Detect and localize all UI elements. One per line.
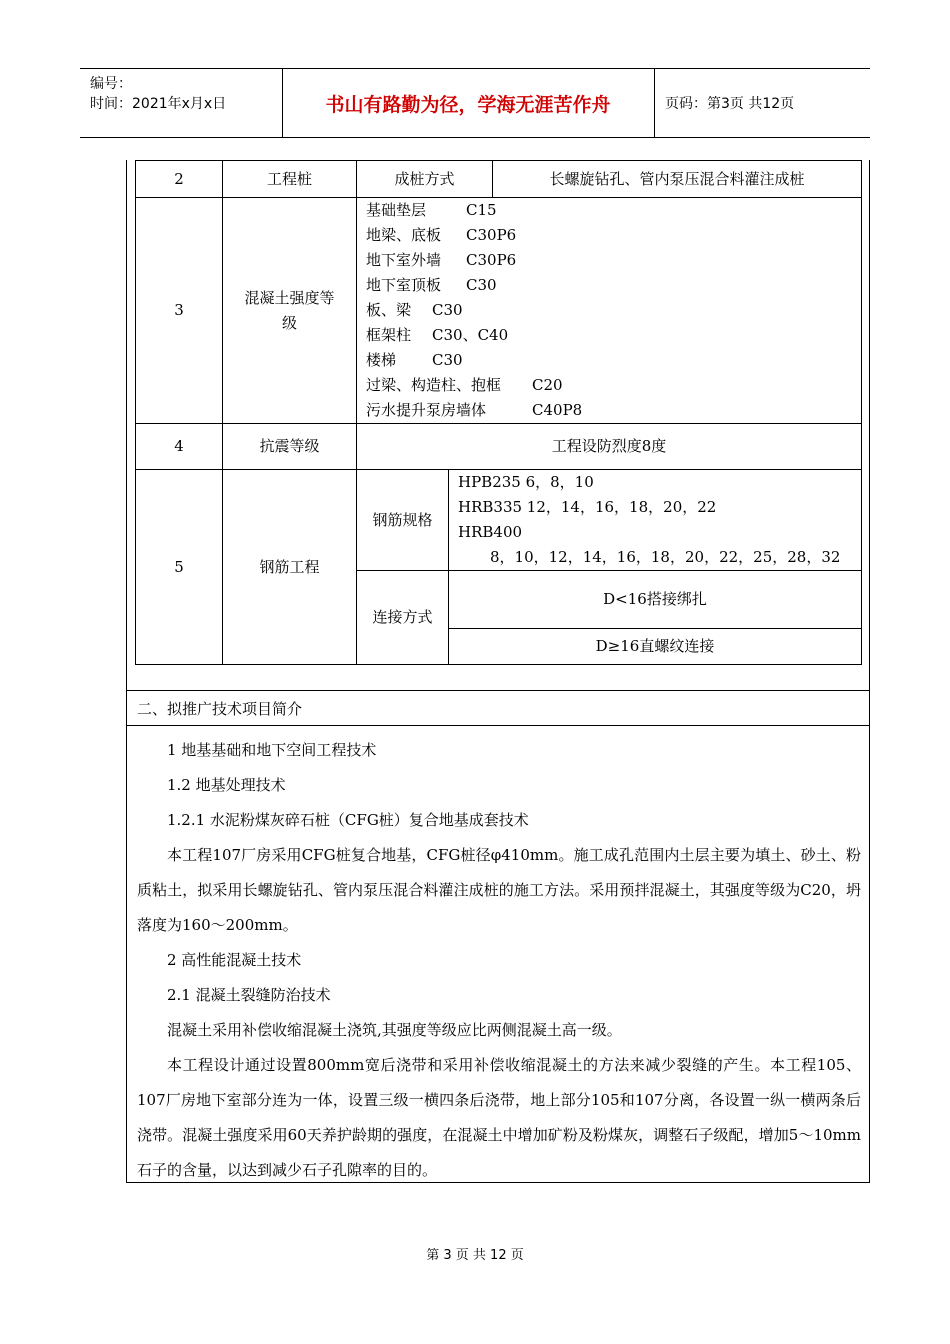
paragraph: 2.1 混凝土裂缝防治技术 <box>167 986 331 1004</box>
grade-value: C30、C40 <box>432 326 509 344</box>
grade-part: 板、梁 <box>366 301 412 319</box>
row-item: 钢筋工程 <box>223 470 357 665</box>
paragraph: 本工程107厂房采用CFG桩复合地基，CFG桩径φ410mm。施工成孔范围内土层主要为填土、砂土、粉质粘土，拟采用长螺旋钻孔、管内泵压混合料灌注成桩的施工方法。采用预拌混凝土，其强度等级为C20，坍落度为160～200mm。 <box>137 846 861 934</box>
grade-line <box>366 373 861 398</box>
grade-value: C40P8 <box>532 401 583 419</box>
row-item: 抗震等级 <box>223 424 357 470</box>
table-row <box>136 470 862 571</box>
grade-value: C30 <box>432 351 463 369</box>
rebar-spec-line: HRB400 <box>458 523 523 541</box>
rebar-spec-line: HRB335 12，14，16，18，20，22 <box>458 498 717 516</box>
header-page-info: 页码：第3页 共12页 <box>665 96 795 112</box>
code-label: 编号： <box>90 76 132 92</box>
row-number: 3 <box>136 198 223 424</box>
rebar-spec-label: 钢筋规格 <box>357 470 449 571</box>
rebar-spec-line: 8，10，12，14，16，18，20，22，25，28，32 <box>490 548 841 566</box>
table-row <box>136 198 862 424</box>
grade-value: C20 <box>532 376 563 394</box>
row-item <box>223 198 357 424</box>
grade-line <box>366 273 861 298</box>
grade-line <box>366 348 861 373</box>
concrete-grade-label: 混凝土强度等级 <box>244 288 335 332</box>
paragraph: 1.2.1 水泥粉煤灰碎石桩（CFG桩）复合地基成套技术 <box>167 811 529 829</box>
header-motto: 书山有路勤为径，学海无涯苦作舟 <box>282 69 655 137</box>
table-row <box>136 424 862 470</box>
connection-label: 连接方式 <box>357 571 449 665</box>
page-footer: 第 3 页 共 12 页 <box>426 1248 524 1263</box>
paragraph: 1 地基基础和地下空间工程技术 <box>167 741 377 759</box>
row-value: 工程设防烈度8度 <box>357 424 862 470</box>
grade-line <box>366 198 861 223</box>
row-subitem: 成桩方式 <box>357 161 493 198</box>
paragraph: 本工程设计通过设置800mm宽后浇带和采用补偿收缩混凝土的方法来减少裂缝的产生。本工程105、107厂房地下室部分连为一体，设置三级一横四条后浇带，地上部分105和107分离，各设置一纵一横两条后浇带。混凝土强度采用60天养护龄期的强度，在混凝土中增加矿粉及粉煤灰，调整石子级配，增加5～10mm石子的含量，以达到减少石子孔隙率的目的。 <box>137 1056 861 1179</box>
concrete-grade-list <box>357 198 862 424</box>
grade-line <box>366 248 861 273</box>
grade-part: 地下室外墙 <box>366 251 442 269</box>
grade-part: 框架柱 <box>366 326 412 344</box>
grade-line <box>366 398 861 423</box>
grade-part: 过梁、构造柱、抱框 <box>366 376 502 394</box>
row-value: 长螺旋钻孔、管内泵压混合料灌注成桩 <box>493 161 862 198</box>
time-label: 时间：2021年x月x日 <box>90 96 227 112</box>
row-item: 工程桩 <box>223 161 357 198</box>
header-meta <box>80 69 283 137</box>
grade-line <box>366 298 861 323</box>
row-number: 5 <box>136 470 223 665</box>
grade-line <box>366 223 861 248</box>
connection-method: D≥16直螺纹连接 <box>449 629 862 665</box>
paragraph: 混凝土采用补偿收缩混凝土浇筑,其强度等级应比两侧混凝土高一级。 <box>167 1021 622 1039</box>
table-row <box>136 161 862 198</box>
grade-value: C15 <box>466 201 497 219</box>
rebar-spec-line: HPB235 6，8，10 <box>458 473 594 491</box>
section-title: 二、拟推广技术项目简介 <box>127 690 869 726</box>
paragraph: 2 高性能混凝土技术 <box>167 951 302 969</box>
grade-value: C30P6 <box>466 226 517 244</box>
rebar-spec-list <box>449 470 862 571</box>
grade-part: 污水提升泵房墙体 <box>366 401 487 419</box>
grade-value: C30 <box>432 301 463 319</box>
project-info-table <box>135 160 862 665</box>
row-number: 2 <box>136 161 223 198</box>
row-number: 4 <box>136 424 223 470</box>
grade-part: 地梁、底板 <box>366 226 442 244</box>
grade-part: 地下室顶板 <box>366 276 442 294</box>
connection-method: D<16搭接绑扎 <box>449 571 862 629</box>
paragraph: 1.2 地基处理技术 <box>167 776 286 794</box>
section-body <box>137 733 861 1188</box>
grade-line <box>366 323 861 348</box>
grade-part: 楼梯 <box>366 351 397 369</box>
page-header <box>80 68 870 138</box>
grade-value: C30 <box>466 276 497 294</box>
grade-value: C30P6 <box>466 251 517 269</box>
grade-part: 基础垫层 <box>366 201 427 219</box>
